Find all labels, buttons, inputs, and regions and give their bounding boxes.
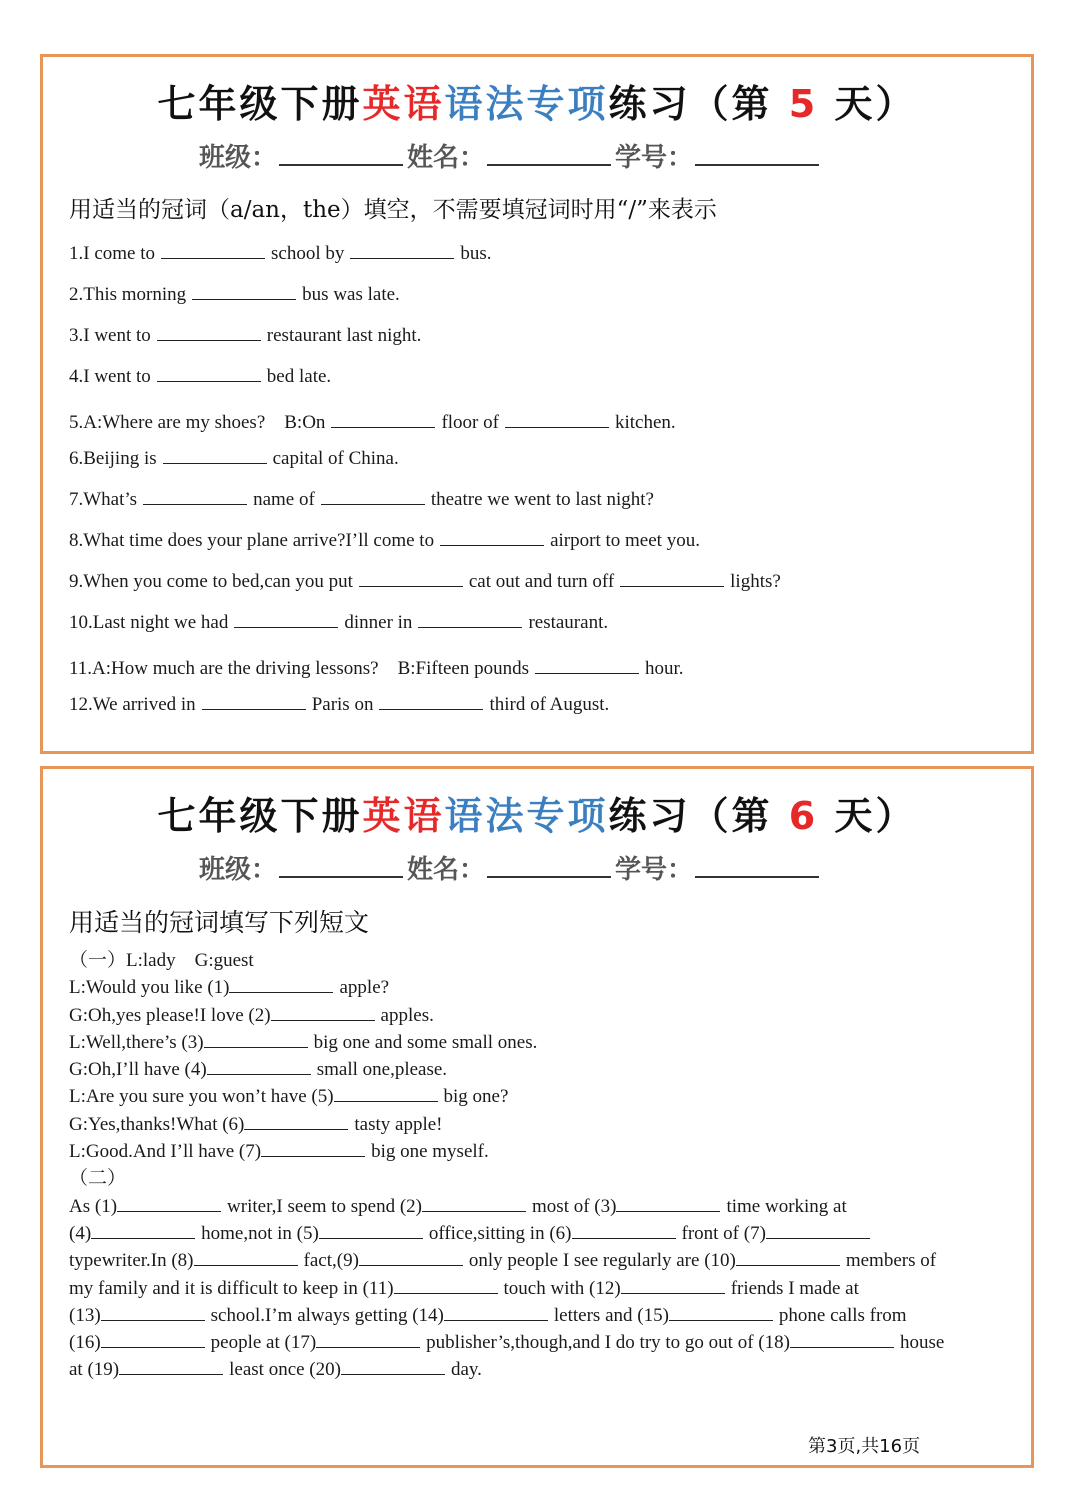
answer-blank[interactable] bbox=[194, 1251, 298, 1266]
passage-line bbox=[69, 1029, 944, 1056]
name-label: 姓名： bbox=[407, 855, 486, 885]
id-field[interactable] bbox=[695, 852, 819, 878]
class-label: 班级： bbox=[199, 143, 278, 173]
answer-blank[interactable] bbox=[620, 572, 724, 587]
question-item bbox=[69, 366, 781, 407]
title-part: 七年级下册 bbox=[157, 82, 363, 126]
answer-blank[interactable] bbox=[359, 572, 463, 587]
class-field[interactable] bbox=[279, 852, 403, 878]
passage-text: big one myself. bbox=[371, 1141, 489, 1163]
question-text: 2.This morning bbox=[69, 284, 187, 305]
title-part: 练习（第 bbox=[608, 794, 773, 838]
answer-blank[interactable] bbox=[319, 1224, 423, 1239]
passage-text: big one? bbox=[443, 1086, 509, 1108]
passage bbox=[69, 947, 944, 1384]
answer-blank[interactable] bbox=[621, 1279, 725, 1294]
answer-blank[interactable] bbox=[535, 659, 639, 674]
passage-text: least once (20) bbox=[229, 1359, 341, 1381]
question-text: lights? bbox=[730, 571, 781, 592]
answer-blank[interactable] bbox=[207, 1060, 311, 1075]
answer-blank[interactable] bbox=[394, 1279, 498, 1294]
question-text: 6.Beijing is bbox=[69, 448, 157, 469]
answer-blank[interactable] bbox=[271, 1006, 375, 1021]
passage-text: fact,(9) bbox=[303, 1250, 359, 1272]
answer-blank[interactable] bbox=[766, 1224, 870, 1239]
passage-text: (13) bbox=[69, 1304, 101, 1326]
question-item bbox=[69, 243, 781, 284]
answer-blank[interactable] bbox=[157, 326, 261, 341]
passage-text: people at (17) bbox=[210, 1332, 317, 1354]
passage-line bbox=[69, 1247, 944, 1274]
question-text: third of August. bbox=[489, 694, 610, 715]
day-number: 6 bbox=[788, 794, 819, 838]
question-text: Paris on bbox=[311, 694, 374, 715]
answer-blank[interactable] bbox=[192, 285, 296, 300]
passage-text: at (19) bbox=[69, 1359, 120, 1381]
passage-text: apple? bbox=[339, 977, 390, 999]
page-number: 第3页,共16页 bbox=[808, 1436, 921, 1457]
answer-blank[interactable] bbox=[440, 531, 544, 546]
passage-text: L:Are you sure you won’t have (5) bbox=[69, 1086, 334, 1108]
instruction: 用适当的冠词（a/an，the）填空，不需要填冠词时用“/”来表示 bbox=[69, 197, 717, 223]
passage-text: school.I’m always getting (14) bbox=[210, 1304, 444, 1326]
page-title bbox=[43, 73, 1031, 128]
question-text: 7.What’s bbox=[69, 489, 138, 510]
passage-line bbox=[69, 1083, 944, 1110]
answer-blank[interactable] bbox=[117, 1197, 221, 1212]
name-field[interactable] bbox=[487, 852, 611, 878]
question-item bbox=[69, 448, 781, 489]
passage-text: publisher’s,though,and I do try to go out of (18) bbox=[426, 1332, 790, 1354]
passage-text: tasty apple! bbox=[354, 1113, 443, 1135]
question-text: 3.I went to bbox=[69, 325, 151, 346]
passage-line bbox=[69, 1329, 944, 1356]
answer-blank[interactable] bbox=[736, 1251, 840, 1266]
passage-text: L:Good.And I’ll have (7) bbox=[69, 1141, 262, 1163]
answer-blank[interactable] bbox=[244, 1115, 348, 1130]
student-info-fields bbox=[199, 137, 823, 174]
answer-blank[interactable] bbox=[204, 1033, 308, 1048]
answer-blank[interactable] bbox=[101, 1306, 205, 1321]
instruction: 用适当的冠词填写下列短文 bbox=[69, 908, 370, 937]
answer-blank[interactable] bbox=[359, 1251, 463, 1266]
question-item bbox=[69, 612, 781, 653]
passage-text: As (1) bbox=[69, 1195, 118, 1217]
question-text: 10.Last night we had bbox=[69, 612, 229, 633]
passage-text: most of (3) bbox=[532, 1195, 617, 1217]
passage-text: home,not in (5) bbox=[201, 1222, 319, 1244]
answer-blank[interactable] bbox=[616, 1197, 720, 1212]
passage-text: friends I made at bbox=[730, 1277, 859, 1299]
answer-blank[interactable] bbox=[234, 613, 338, 628]
question-text: capital of China. bbox=[272, 448, 399, 469]
passage-text: writer,I seem to spend (2) bbox=[227, 1195, 423, 1217]
passage-line bbox=[69, 947, 944, 974]
title-part: 七年级下册 bbox=[157, 794, 363, 838]
answer-blank[interactable] bbox=[316, 1333, 420, 1348]
title-part: 专项 bbox=[526, 82, 609, 126]
question-item bbox=[69, 284, 781, 325]
passage-text: apples. bbox=[380, 1004, 434, 1026]
passage-line bbox=[69, 1056, 944, 1083]
answer-blank[interactable] bbox=[331, 413, 435, 428]
passage-line bbox=[69, 1275, 944, 1302]
question-text: floor of bbox=[441, 412, 499, 433]
passage-text: my family and it is difficult to keep in (11) bbox=[69, 1277, 394, 1299]
title-part: 天） bbox=[834, 794, 917, 838]
passage-text: typewriter.In (8) bbox=[69, 1250, 194, 1272]
answer-blank[interactable] bbox=[91, 1224, 195, 1239]
name-field[interactable] bbox=[487, 140, 611, 166]
answer-blank[interactable] bbox=[341, 1360, 445, 1375]
passage-text: time working at bbox=[726, 1195, 847, 1217]
answer-blank[interactable] bbox=[202, 695, 306, 710]
answer-blank[interactable] bbox=[422, 1197, 526, 1212]
question-text: 4.I went to bbox=[69, 366, 151, 387]
title-part: 语法 bbox=[444, 794, 527, 838]
worksheet-day5 bbox=[40, 54, 1034, 754]
passage-text: （二） bbox=[69, 1168, 127, 1190]
question-item bbox=[69, 653, 781, 694]
title-part: 英语 bbox=[362, 82, 445, 126]
passage-text: G:Oh,I’ll have (4) bbox=[69, 1059, 207, 1081]
passage-line bbox=[69, 1002, 944, 1029]
question-text: 11.A:How much are the driving lessons? B:Fifteen pounds bbox=[69, 658, 529, 679]
passage-line bbox=[69, 1138, 944, 1165]
question-item bbox=[69, 694, 781, 735]
passage-text: G:Oh,yes please!I love (2) bbox=[69, 1004, 271, 1026]
passage-line bbox=[69, 1111, 944, 1138]
answer-blank[interactable] bbox=[505, 413, 609, 428]
answer-blank[interactable] bbox=[161, 244, 265, 259]
student-info-fields bbox=[199, 849, 823, 886]
passage-line bbox=[69, 1356, 944, 1383]
answer-blank[interactable] bbox=[163, 449, 267, 464]
question-text: 8.What time does your plane arrive?I’ll come to bbox=[69, 530, 435, 551]
passage-text: only people I see regularly are (10) bbox=[468, 1250, 736, 1272]
passage-line bbox=[69, 1302, 944, 1329]
question-text: 5.A:Where are my shoes? B:On bbox=[69, 412, 326, 433]
title-part: 语法 bbox=[444, 82, 527, 126]
passage-text: （一）L:lady G:guest bbox=[69, 950, 254, 971]
passage-text: big one and some small ones. bbox=[313, 1031, 538, 1053]
day-number: 5 bbox=[788, 82, 819, 126]
answer-blank[interactable] bbox=[261, 1142, 365, 1157]
answer-blank[interactable] bbox=[379, 695, 483, 710]
question-item bbox=[69, 407, 781, 448]
passage-text: small one,please. bbox=[316, 1059, 448, 1081]
question-text: 1.I come to bbox=[69, 243, 156, 264]
question-item bbox=[69, 325, 781, 366]
question-text: airport to meet you. bbox=[550, 530, 700, 551]
answer-blank[interactable] bbox=[334, 1087, 438, 1102]
question-text: bed late. bbox=[266, 366, 332, 387]
question-text: 9.When you come to bed,can you put bbox=[69, 571, 353, 592]
question-text: school by bbox=[271, 243, 345, 264]
passage-text: front of (7) bbox=[681, 1222, 766, 1244]
question-text: restaurant. bbox=[528, 612, 609, 633]
passage-text: letters and (15) bbox=[553, 1304, 669, 1326]
question-list bbox=[69, 243, 781, 735]
answer-blank[interactable] bbox=[418, 613, 522, 628]
answer-blank[interactable] bbox=[790, 1333, 894, 1348]
class-field[interactable] bbox=[279, 140, 403, 166]
passage-line bbox=[69, 974, 944, 1001]
passage-text: (16) bbox=[69, 1332, 101, 1354]
question-text: cat out and turn off bbox=[468, 571, 615, 592]
title-part: 天） bbox=[834, 82, 917, 126]
answer-blank[interactable] bbox=[229, 978, 333, 993]
passage-text: L:Would you like (1) bbox=[69, 977, 230, 999]
worksheet-day6 bbox=[40, 766, 1034, 1468]
page-title bbox=[43, 785, 1031, 840]
question-item bbox=[69, 571, 781, 612]
question-text: dinner in bbox=[344, 612, 413, 633]
question-item bbox=[69, 489, 781, 530]
question-text: restaurant last night. bbox=[266, 325, 422, 346]
passage-line bbox=[69, 1193, 944, 1220]
question-text: bus. bbox=[460, 243, 492, 264]
title-part: 练习（第 bbox=[608, 82, 773, 126]
question-text: name of bbox=[253, 489, 315, 510]
name-label: 姓名： bbox=[407, 143, 486, 173]
passage-text: touch with (12) bbox=[503, 1277, 621, 1299]
id-label: 学号： bbox=[615, 143, 694, 173]
passage-text: house bbox=[899, 1332, 945, 1354]
passage-text: G:Yes,thanks!What (6) bbox=[69, 1113, 245, 1135]
passage-text: office,sitting in (6) bbox=[428, 1222, 572, 1244]
id-field[interactable] bbox=[695, 140, 819, 166]
passage-line bbox=[69, 1220, 944, 1247]
answer-blank[interactable] bbox=[119, 1360, 223, 1375]
answer-blank[interactable] bbox=[572, 1224, 676, 1239]
answer-blank[interactable] bbox=[143, 490, 247, 505]
passage-text: phone calls from bbox=[778, 1304, 907, 1326]
answer-blank[interactable] bbox=[321, 490, 425, 505]
question-text: bus was late. bbox=[302, 284, 400, 305]
passage-text: L:Well,there’s (3) bbox=[69, 1031, 204, 1053]
answer-blank[interactable] bbox=[444, 1306, 548, 1321]
passage-text: day. bbox=[450, 1359, 482, 1381]
question-text: theatre we went to last night? bbox=[430, 489, 654, 510]
passage-line bbox=[69, 1165, 944, 1192]
answer-blank[interactable] bbox=[101, 1333, 205, 1348]
answer-blank[interactable] bbox=[669, 1306, 773, 1321]
id-label: 学号： bbox=[615, 855, 694, 885]
question-item bbox=[69, 530, 781, 571]
question-text: kitchen. bbox=[614, 412, 676, 433]
title-part: 专项 bbox=[526, 794, 609, 838]
question-text: 12.We arrived in bbox=[69, 694, 196, 715]
title-part: 英语 bbox=[362, 794, 445, 838]
question-text: hour. bbox=[644, 658, 684, 679]
class-label: 班级： bbox=[199, 855, 278, 885]
answer-blank[interactable] bbox=[157, 367, 261, 382]
passage-text: (4) bbox=[69, 1222, 92, 1244]
answer-blank[interactable] bbox=[350, 244, 454, 259]
passage-text: members of bbox=[845, 1250, 937, 1272]
